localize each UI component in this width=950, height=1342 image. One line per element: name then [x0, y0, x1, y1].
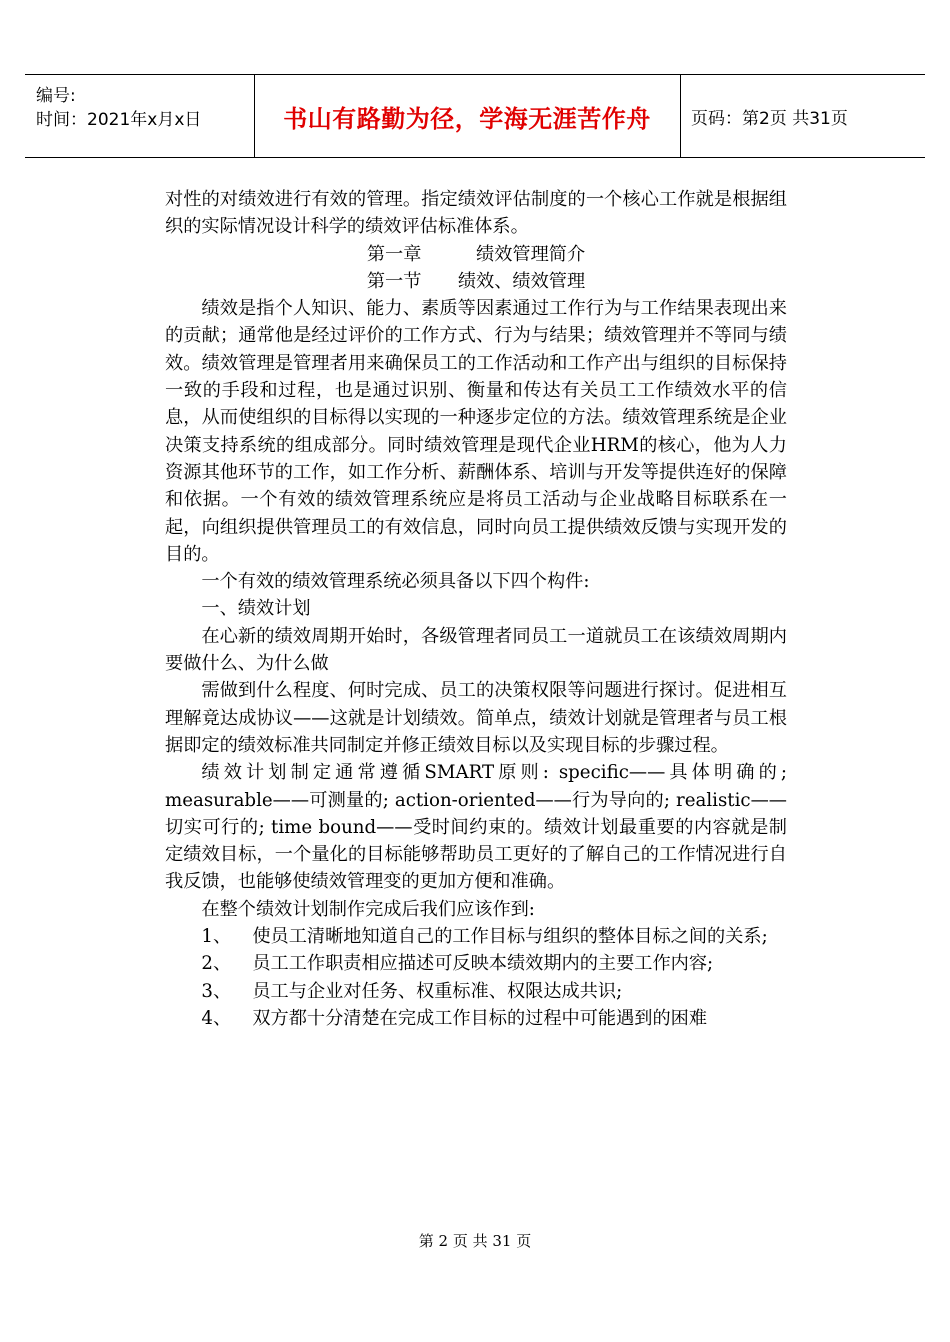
intro-paragraph: 对性的对绩效进行有效的管理。指定绩效评估制度的一个核心工作就是根据组织的实际情况设计科学的绩效评估标准体系。: [165, 189, 787, 238]
chapter-heading: [165, 241, 787, 268]
page-header: [25, 74, 925, 158]
header-motto: 书山有路勤为径，学海无涯苦作舟: [254, 75, 681, 157]
paragraph-smart-principle: 绩效计划制定通常遵循SMART原则: specific——具体明确的; measurable——可测量的; action-oriented——行为导向的; realistic——切实可行的; time bound——受时间约束的。绩效计划最重要的内容就是制定绩效目标，一个量化的目标能够帮助员工更好的了解自己的工作情况进行自我反馈，也能够使绩效管理变的更加方便和准确。: [165, 762, 787, 893]
section-heading: [165, 268, 787, 295]
document-time-label: 时间：2021年x月x日: [36, 110, 202, 130]
list-item-number: 1、: [201, 926, 232, 948]
section-number: 第一节: [366, 270, 422, 292]
list-item: [165, 923, 787, 950]
list-item-number: 3、: [201, 980, 232, 1002]
list-item: [165, 950, 787, 977]
paragraph-performance-definition: 绩效是指个人知识、能力、素质等因素通过工作行为与工作结果表现出来的贡献；通常他是经过评价的工作方式、行为与结果；绩效管理并不等同与绩效。绩效管理是管理者用来确保员工的工作活动和工作产出与组织的目标保持一致的手段和过程，也是通过识别、衡量和传达有关员工工作绩效水平的信息，从而使组织的目标得以实现的一种逐步定位的方法。绩效管理系统是企业决策支持系统的组成部分。同时绩效管理是现代企业HRM的核心，他为人力资源其他环节的工作，如工作分析、薪酬体系、培训与开发等提供连好的保障和依据。一个有效的绩效管理系统应是将员工活动与企业战略目标联系在一起，向组织提供管理员工的有效信息，同时向员工提供绩效反馈与实现开发的目的。: [165, 298, 787, 565]
list-item: [165, 978, 787, 1005]
list-item-number: 2、: [201, 953, 232, 975]
paragraph-after-plan: 在整个绩效计划制作完成后我们应该作到:: [201, 898, 535, 920]
list-item-text: 员工与企业对任务、权重标准、权限达成共识;: [252, 980, 623, 1002]
chapter-number: 第一章: [366, 243, 422, 265]
paragraph-plan-start: 在心新的绩效周期开始时，各级管理者同员工一道就员工在该绩效周期内要做什么、为什么做: [165, 625, 787, 675]
section-title: 绩效、绩效管理: [457, 270, 586, 292]
list-item-text: 员工工作职责相应描述可反映本绩效期内的主要工作内容;: [252, 953, 714, 975]
subheading-performance-plan: 一、绩效计划: [201, 598, 311, 620]
list-item-number: 4、: [201, 1007, 232, 1029]
page-footer: 第 2 页 共 31 页: [418, 1232, 532, 1250]
list-item-text: 使员工清晰地知道自己的工作目标与组织的整体目标之间的关系;: [252, 926, 768, 948]
header-page-info: 页码：第2页 共31页: [691, 108, 848, 129]
chapter-title: 绩效管理简介: [476, 243, 586, 265]
header-left-cell: [25, 75, 255, 157]
paragraph-components-intro: 一个有效的绩效管理系统必须具备以下四个构件:: [201, 571, 590, 593]
list-item: [165, 1005, 787, 1032]
document-number-label: 编号:: [36, 86, 76, 106]
document-body: [165, 186, 787, 1032]
list-item-text: 双方都十分清楚在完成工作目标的过程中可能遇到的困难: [252, 1007, 708, 1029]
paragraph-plan-detail: 需做到什么程度、何时完成、员工的决策权限等问题进行探讨。促进相互理解竟达成协议——这就是计划绩效。简单点，绩效计划就是管理者与员工根据即定的绩效标准共同制定并修正绩效目标以及实现目标的步骤过程。: [165, 680, 787, 756]
